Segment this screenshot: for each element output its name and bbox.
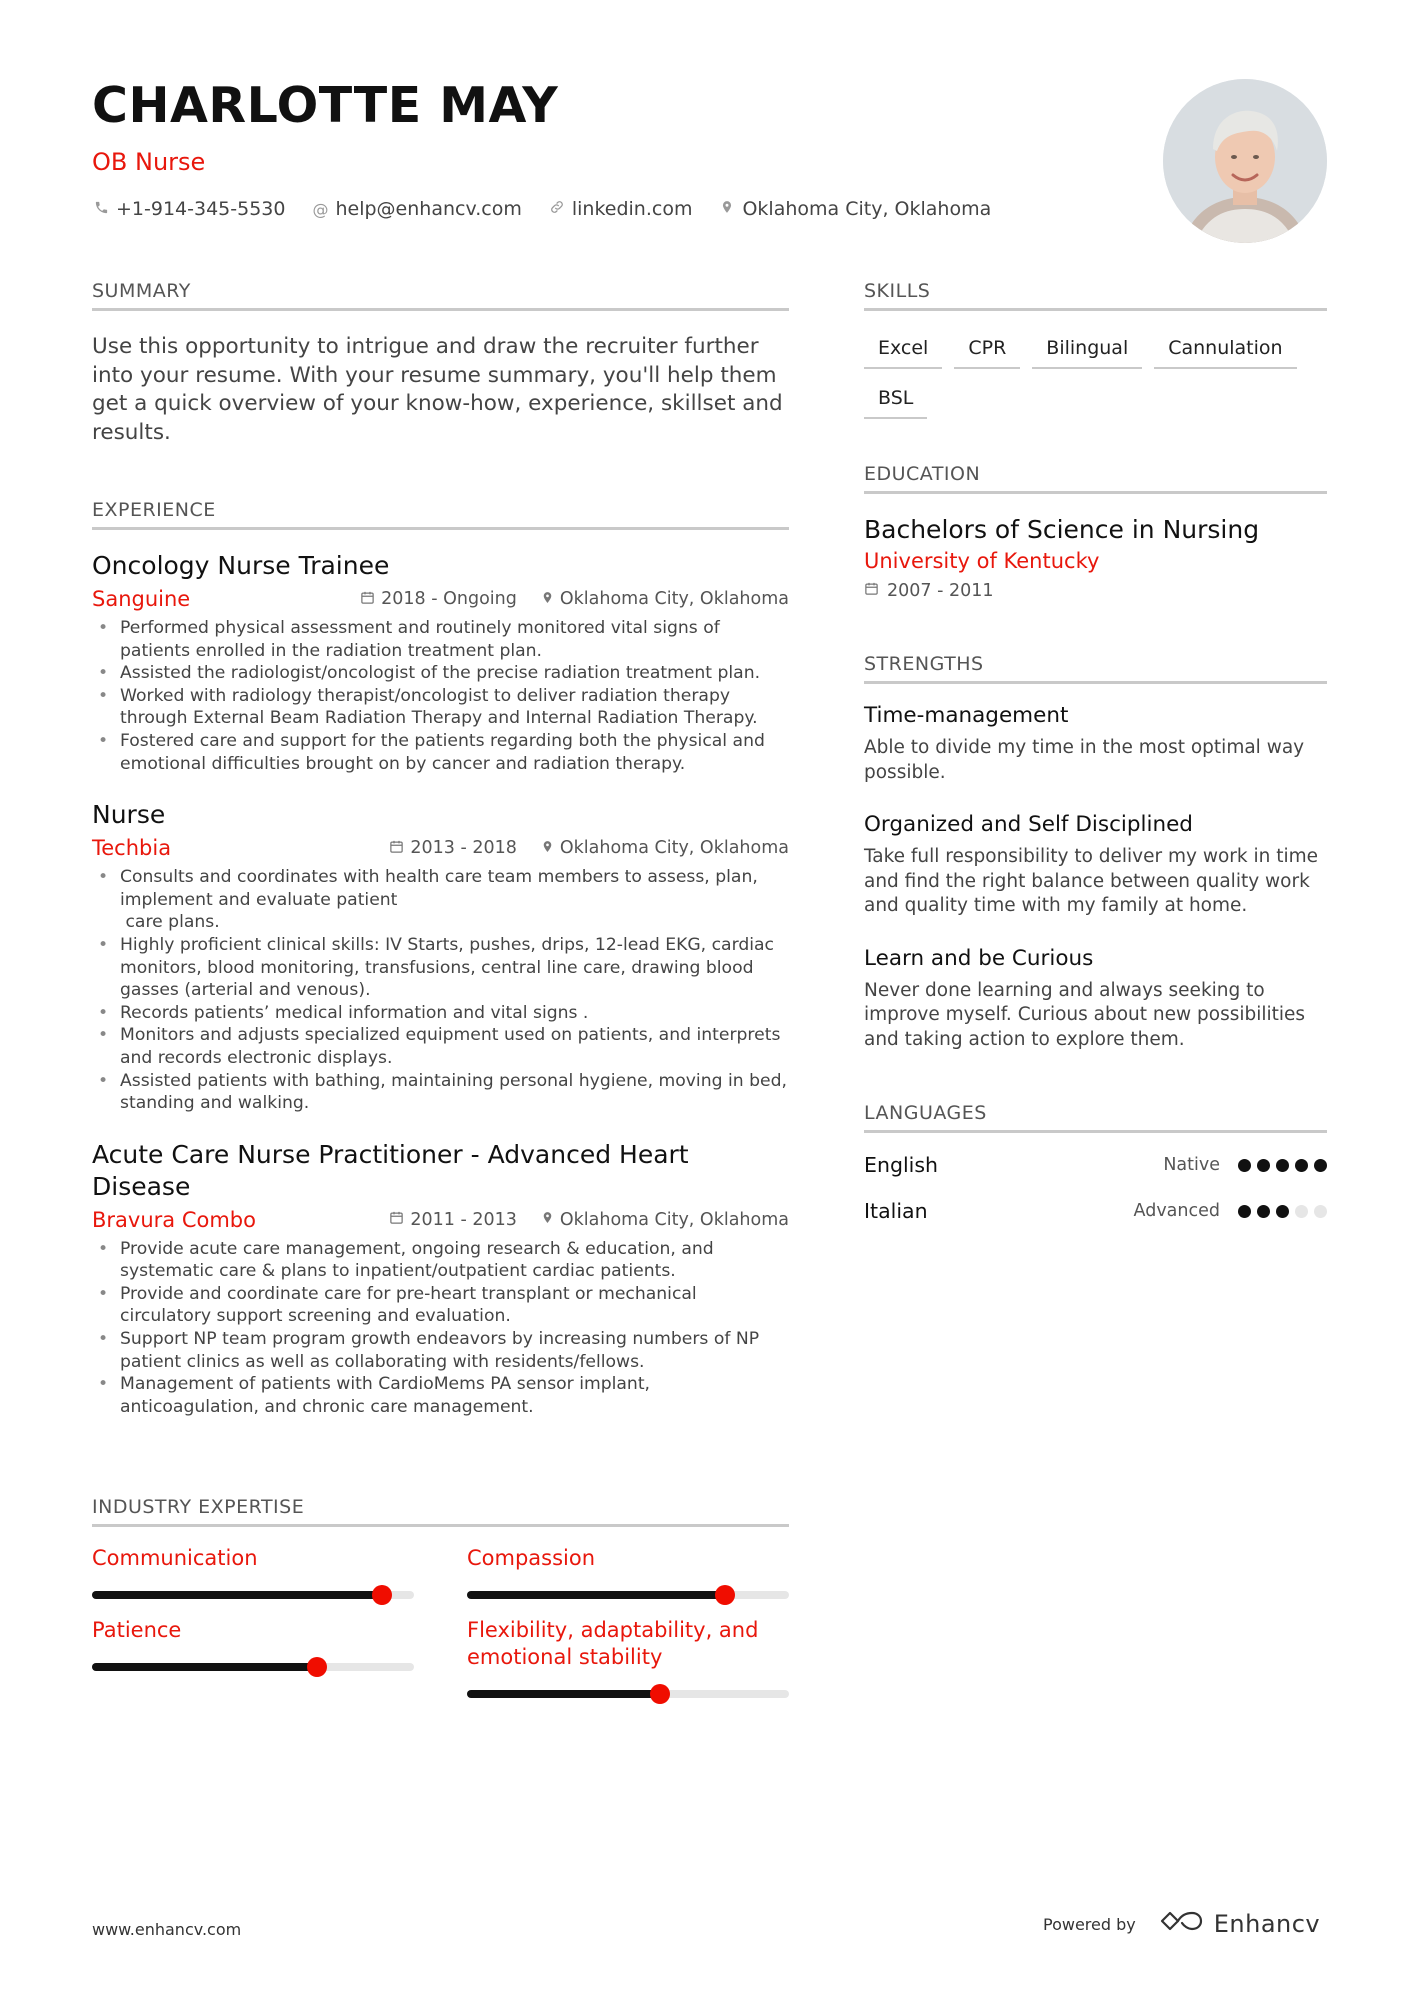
expertise-grid: [92, 1545, 789, 1698]
expertise-bar: [92, 1591, 414, 1599]
contact-phone: [92, 198, 285, 220]
bullet-item: • Worked with radiology therapist/oncologist to deliver radiation therapy through External Beam Radiation Therapy and Internal Radiation Therapy.: [92, 685, 789, 730]
powered-by-text: Powered by: [1043, 1914, 1136, 1934]
languages-heading: LANGUAGES: [864, 1102, 1327, 1133]
summary-section: [92, 280, 789, 447]
bullet-item: • Assisted patients with bathing, maintaining personal hygiene, moving in bed, standing and walking.: [92, 1070, 789, 1115]
job-location: Oklahoma City, Oklahoma: [541, 589, 789, 609]
job-bullets: [92, 617, 789, 775]
calendar-icon: [360, 590, 375, 609]
summary-text: Use this opportunity to intrigue and draw the recruiter further into your resume. With your resume summary, you'll help them get a quick overview of your know-how, experience, skillset and results.: [92, 334, 783, 445]
location-pin-icon: [541, 839, 554, 858]
location-pin-icon: [718, 199, 736, 219]
strength-title: Organized and Self Disciplined: [864, 812, 1193, 837]
job-location: Oklahoma City, Oklahoma: [541, 838, 789, 858]
company-name: Bravura Combo: [92, 1207, 256, 1232]
calendar-icon: [389, 1210, 404, 1229]
language-level: Advanced: [1133, 1201, 1220, 1221]
level-dot: [1276, 1205, 1289, 1218]
experience-section: [92, 499, 793, 1418]
job-entry-title: Oncology Nurse Trainee: [92, 551, 390, 580]
skills-section: [864, 280, 1327, 419]
bullet-item: • Provide and coordinate care for pre-heart transplant or mechanical circulatory support screening and evaluation.: [92, 1283, 789, 1328]
company-name: Techbia: [92, 836, 172, 861]
bullet-item: • Highly proficient clinical skills: IV Starts, pushes, drips, 12-lead EKG, cardiac monitors, blood monitoring, transfusions, central line care, drawing blood gasses (arterial and venous).: [92, 934, 789, 1002]
bullet-item: • Provide acute care management, ongoing research & education, and systematic care & plans to inpatient/outpatient cardiac patients.: [92, 1238, 789, 1283]
language-dots: [1238, 1205, 1327, 1218]
footer-url[interactable]: www.enhancv.com: [92, 1920, 242, 1939]
linkedin-text[interactable]: linkedin.com: [571, 198, 693, 220]
bullet-item: • Support NP team program growth endeavors by increasing numbers of NP patient clinics as well as collaborating with residents/fellows.: [92, 1328, 789, 1373]
job-entry-meta: [92, 1208, 789, 1232]
strength-title: Learn and be Curious: [864, 945, 1094, 971]
strength-desc: Able to divide my time in the most optimal way possible.: [864, 737, 1305, 783]
strength-desc: Never done learning and always seeking to improve myself. Curious about new possibilities and taking action to explore them.: [864, 979, 1306, 1050]
job-bullets: [92, 866, 793, 1115]
expertise-bar-knob: [307, 1657, 327, 1677]
education-dates: 2007 - 2011: [864, 581, 1327, 601]
contact-row: [92, 198, 1152, 220]
contact-email[interactable]: [311, 198, 521, 220]
expertise-bar-knob: [372, 1585, 392, 1605]
job-entry-title: Nurse: [92, 800, 166, 830]
skill-tag: Excel: [864, 331, 942, 369]
language-item: [864, 1153, 1327, 1177]
calendar-icon: [389, 839, 404, 858]
strength-desc: Take full responsibility to deliver my work in time and find the right balance between quality work and quality time with my family at home.: [864, 846, 1319, 916]
enhancv-logo-icon: [1158, 1910, 1204, 1938]
expertise-item: [92, 1617, 414, 1698]
job-entry: [92, 550, 789, 775]
level-dot: [1295, 1205, 1308, 1218]
strengths-section: [864, 653, 1327, 1052]
level-dot: [1295, 1159, 1308, 1172]
strength-item: [864, 945, 1327, 1053]
language-name: English: [864, 1153, 939, 1177]
expertise-label: Patience: [92, 1618, 182, 1643]
brand-logo[interactable]: [1158, 1910, 1320, 1938]
job-entry-meta: [92, 836, 789, 860]
bullet-item: • Performed physical assessment and routinely monitored vital signs of patients enrolled in the radiation treatment plan.: [92, 617, 789, 662]
company-name: Sanguine: [92, 587, 191, 611]
level-dot: [1238, 1159, 1251, 1172]
job-title: OB Nurse: [92, 148, 206, 176]
skills-list: [864, 331, 1327, 419]
phone-icon: [92, 200, 110, 219]
job-entry: [92, 1139, 789, 1419]
language-item: [864, 1199, 1327, 1223]
expertise-bar: [92, 1663, 414, 1671]
job-dates: 2011 - 2013: [389, 1210, 517, 1230]
right-column: [864, 280, 1327, 1223]
expertise-bar-fill: [467, 1591, 725, 1599]
location-pin-icon: [541, 590, 554, 609]
left-column: [92, 280, 793, 1698]
expertise-bar: [467, 1690, 789, 1698]
expertise-label: Flexibility, adaptability, and emotional stability: [467, 1618, 759, 1670]
bullet-item: • Assisted the radiologist/oncologist of the precise radiation treatment plan.: [92, 662, 789, 685]
language-name: Italian: [864, 1199, 928, 1223]
skills-heading: SKILLS: [864, 280, 1327, 311]
job-dates: 2013 - 2018: [389, 838, 517, 858]
expertise-bar-knob: [650, 1684, 670, 1704]
level-dot: [1238, 1205, 1251, 1218]
expertise-bar-knob: [715, 1585, 735, 1605]
industry-expertise-section: [92, 1496, 789, 1698]
job-dates: 2018 - Ongoing: [360, 589, 517, 609]
bullet-item: • Fostered care and support for the patients regarding both the physical and emotional difficulties brought on by cancer and radiation therapy.: [92, 730, 789, 775]
bullet-item: • Management of patients with CardioMems PA sensor implant, anticoagulation, and chronic care management.: [92, 1373, 789, 1418]
resume-header: [92, 78, 1152, 258]
skill-tag: CPR: [954, 331, 1020, 369]
level-dot: [1276, 1159, 1289, 1172]
education-section: [864, 463, 1327, 601]
level-dot: [1257, 1205, 1270, 1218]
footer-brand: [1043, 1910, 1320, 1938]
expertise-item: [467, 1617, 789, 1698]
expertise-bar-fill: [467, 1690, 660, 1698]
industry-heading: INDUSTRY EXPERTISE: [92, 1496, 789, 1527]
expertise-bar-fill: [92, 1591, 382, 1599]
level-dot: [1314, 1205, 1327, 1218]
job-entry: [92, 799, 793, 1115]
bullet-item: • Consults and coordinates with health care team members to assess, plan, implement and evaluate patient care plans.: [92, 866, 789, 934]
skill-tag: BSL: [864, 381, 927, 419]
job-entry-meta: [92, 587, 789, 611]
expertise-item: [467, 1545, 789, 1599]
strengths-heading: STRENGTHS: [864, 653, 1327, 684]
candidate-name: CHARLOTTE MAY: [92, 77, 559, 134]
education-school: University of Kentucky: [864, 549, 1100, 573]
languages-section: [864, 1102, 1327, 1223]
location-text: Oklahoma City, Oklahoma: [742, 198, 992, 220]
summary-heading: SUMMARY: [92, 280, 789, 311]
phone-text: +1-914-345-5530: [116, 198, 286, 220]
contact-linkedin[interactable]: [548, 198, 693, 220]
level-dot: [1314, 1159, 1327, 1172]
strength-title: Time-management: [864, 703, 1069, 728]
expertise-label: Communication: [92, 1546, 258, 1571]
expertise-label: Compassion: [467, 1546, 596, 1571]
calendar-icon: [864, 581, 879, 601]
job-bullets: [92, 1238, 789, 1419]
job-location: Oklahoma City, Oklahoma: [541, 1210, 789, 1230]
expertise-bar: [467, 1591, 789, 1599]
brand-name: Enhancv: [1213, 1910, 1321, 1938]
education-degree: Bachelors of Science in Nursing: [864, 515, 1260, 544]
experience-heading: EXPERIENCE: [92, 499, 789, 530]
strength-item: [864, 811, 1327, 919]
link-icon: [548, 199, 566, 219]
strength-item: [864, 702, 1327, 785]
at-icon: @: [312, 199, 329, 219]
contact-location: [718, 198, 991, 220]
language-level: Native: [1163, 1155, 1220, 1175]
job-entry-title: Acute Care Nurse Practitioner - Advanced Heart Disease: [92, 1139, 689, 1201]
skill-tag: Cannulation: [1154, 331, 1296, 369]
education-heading: EDUCATION: [864, 463, 1327, 494]
email-text[interactable]: help@enhancv.com: [335, 198, 522, 220]
location-pin-icon: [541, 1210, 554, 1229]
expertise-bar-fill: [92, 1663, 317, 1671]
bullet-item: • Monitors and adjusts specialized equipment used on patients, and interprets and records electronic displays.: [92, 1024, 789, 1069]
level-dot: [1257, 1159, 1270, 1172]
expertise-item: [92, 1545, 414, 1599]
bullet-item: • Records patients’ medical information and vital signs .: [92, 1002, 789, 1025]
skill-tag: Bilingual: [1032, 331, 1142, 369]
avatar: [1163, 79, 1327, 243]
language-dots: [1238, 1159, 1327, 1172]
